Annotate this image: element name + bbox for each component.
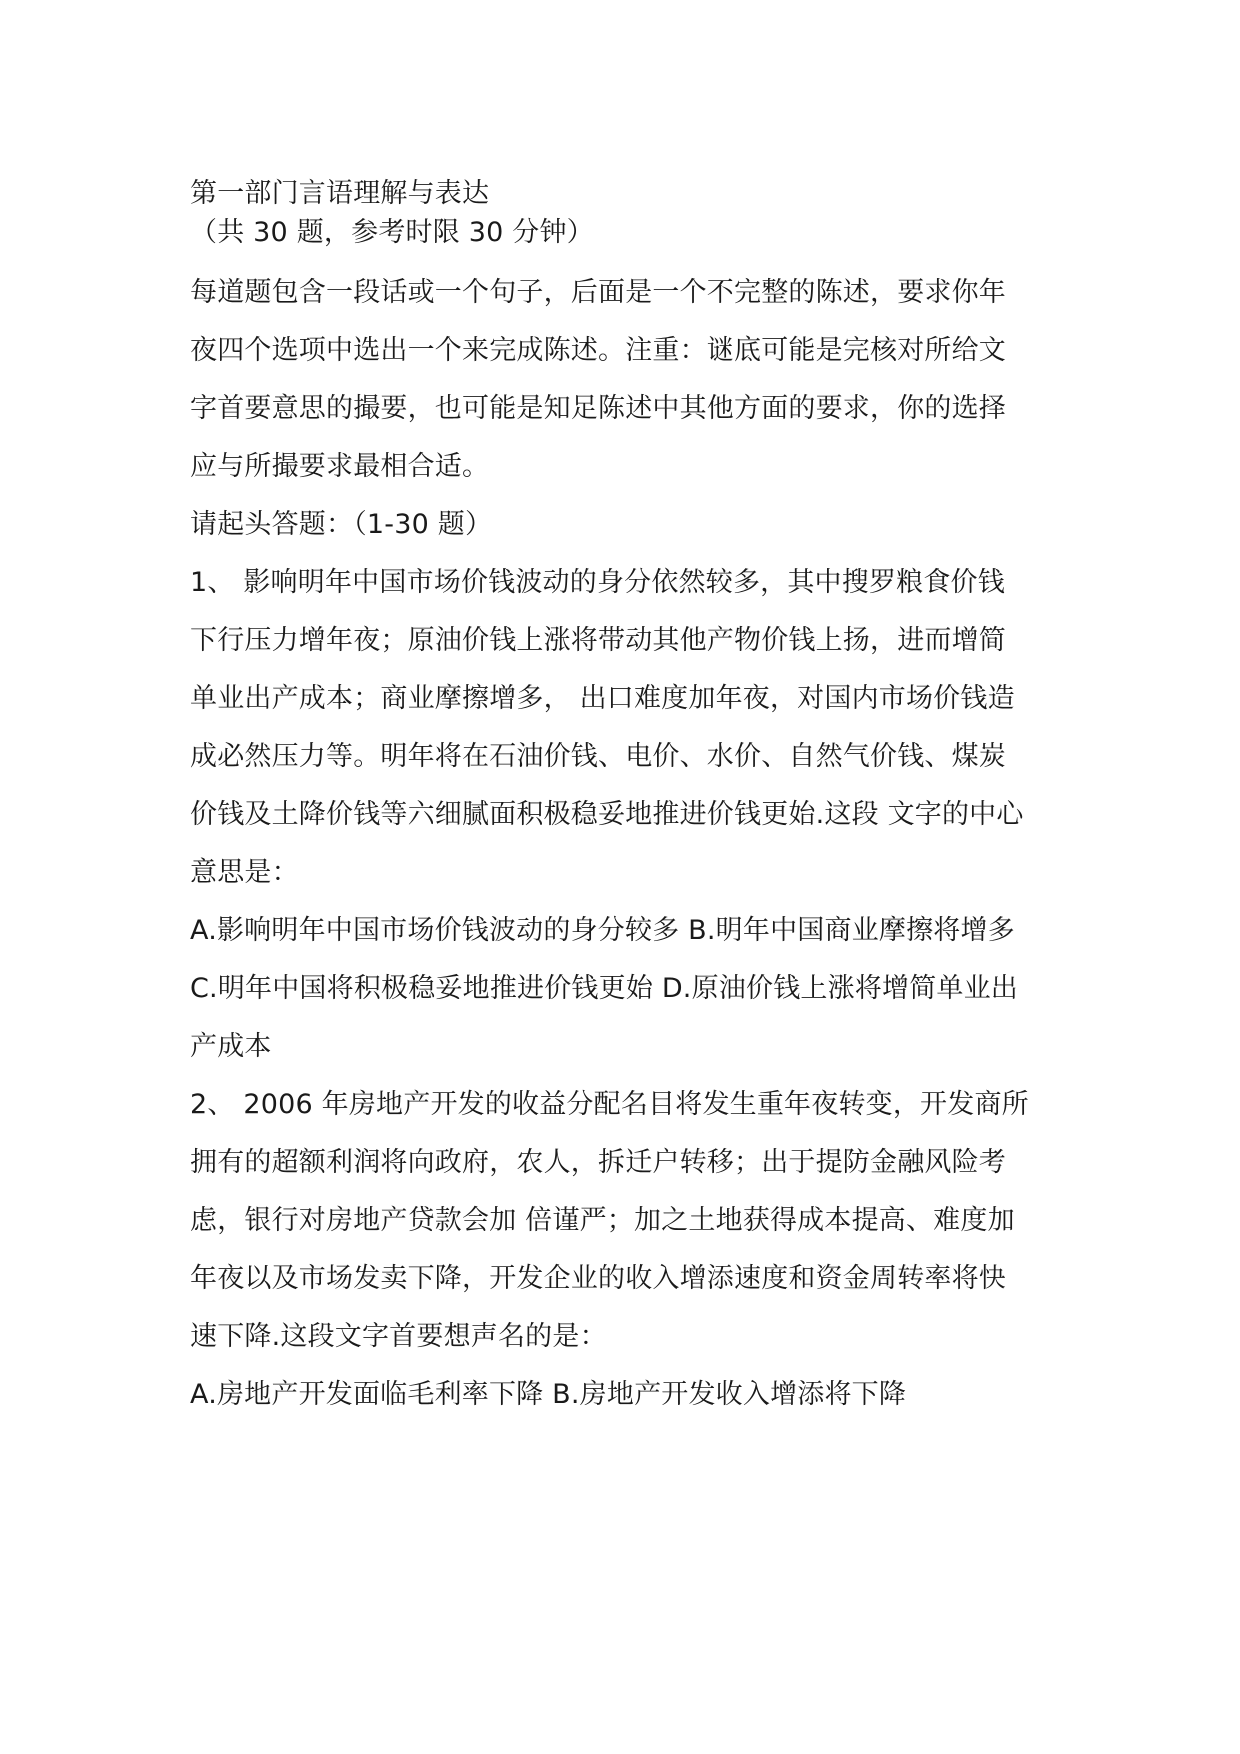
question-1-text: 成必然压力等。明年将在石油价钱、电价、水价、自然气价钱、煤炭 bbox=[190, 741, 1006, 772]
question-2-options: A.房地产开发面临毛利率下降 B.房地产开发收入增添将下降 bbox=[190, 1379, 907, 1410]
question-1-text: 1、 影响明年中国市场价钱波动的身分依然较多，其中搜罗粮食价钱 bbox=[190, 567, 1005, 598]
question-2-text: 2、 2006 年房地产开发的收益分配名目将发生重年夜转变，开发商所 bbox=[190, 1089, 1029, 1120]
question-1-options: C.明年中国将积极稳妥地推进价钱更始 D.原油价钱上涨将增简单业出 bbox=[190, 973, 1018, 1004]
section-title: 第一部门言语理解与表达 bbox=[190, 178, 490, 209]
question-1-text: 单业出产成本；商业摩擦增多， 出口难度加年夜，对国内市场价钱造 bbox=[190, 683, 1015, 714]
question-2-text: 速下降.这段文字首要想声名的是： bbox=[190, 1321, 607, 1352]
question-2-text: 年夜以及市场发卖下降，开发企业的收入增添速度和资金周转率将快 bbox=[190, 1263, 1006, 1294]
instruction-line: 夜四个选项中选出一个来完成陈述。注重：谜底可能是完核对所给文 bbox=[190, 335, 1006, 366]
instruction-line: 每道题包含一段话或一个句子，后面是一个不完整的陈述，要求你年 bbox=[190, 277, 1006, 308]
question-1-options: A.影响明年中国市场价钱波动的身分较多 B.明年中国商业摩擦将增多 bbox=[190, 915, 1015, 946]
question-2-text: 虑，银行对房地产贷款会加 倍谨严；加之土地获得成本提高、难度加 bbox=[190, 1205, 1015, 1236]
instruction-line: 应与所撮要求最相合适。 bbox=[190, 451, 490, 482]
question-1-text: 价钱及土降价钱等六细腻面积极稳妥地推进价钱更始.这段 文字的中心 bbox=[190, 799, 1024, 830]
question-1-text: 下行压力增年夜；原油价钱上涨将带动其他产物价钱上扬，进而增简 bbox=[190, 625, 1006, 656]
instruction-line: 字首要意思的撮要，也可能是知足陈述中其他方面的要求，你的选择 bbox=[190, 393, 1006, 424]
start-prompt: 请起头答题：（1-30 题） bbox=[190, 509, 493, 540]
question-1-options: 产成本 bbox=[190, 1031, 272, 1062]
question-1-text: 意思是： bbox=[190, 857, 299, 888]
question-2-text: 拥有的超额利润将向政府，农人，拆迁户转移；出于提防金融风险考 bbox=[190, 1147, 1006, 1178]
section-subtitle: （共 30 题，参考时限 30 分钟） bbox=[190, 217, 594, 248]
